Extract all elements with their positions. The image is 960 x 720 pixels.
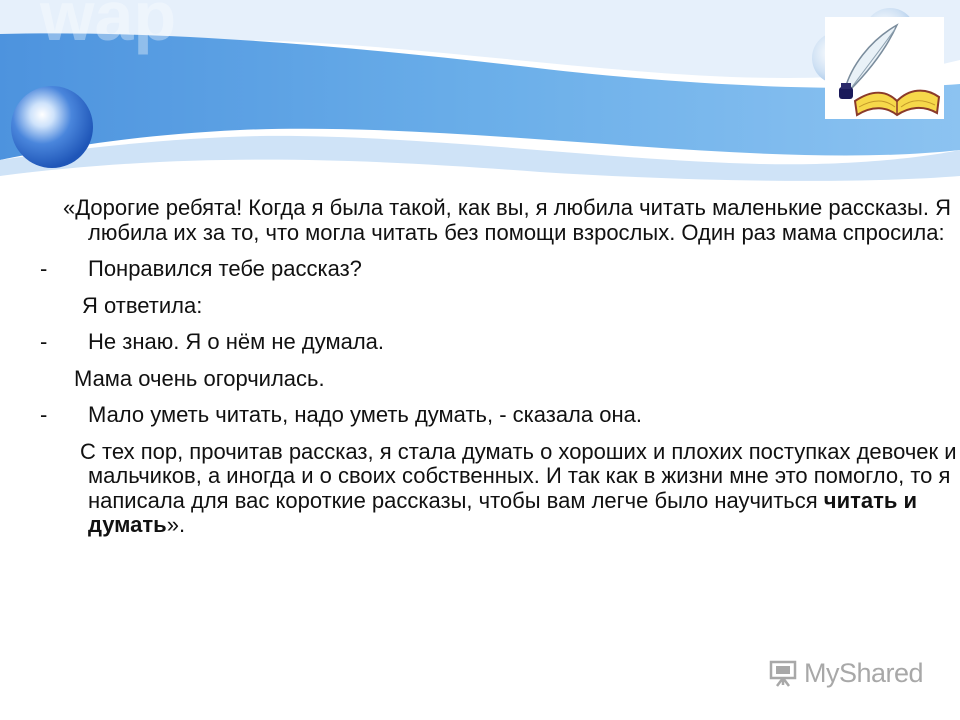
paragraph-1 [0,196,960,245]
header-waves [0,0,960,200]
paragraph-3 [0,294,960,319]
paragraph-5 [0,367,960,392]
text-segment: Понравился тебе рассказ? [88,256,362,281]
text-segment: ». [166,512,186,537]
quill-and-book-icon [825,17,944,119]
text-segment: С тех пор, прочитав рассказ, я стала думать о хороших и плохих поступках девочек и мальчиков, а иногда и о своих собственных. И так как в жизни мне это помогло, то я написала для вас короткие рассказы, чтобы вам легче было научиться [80,438,957,513]
svg-text:wap: wap [40,0,177,55]
text-segment: «Дорогие ребята! Когда я была такой, как вы, я любила читать маленькие рассказы. Я любила их за то, что могла читать без помощи взрослых. Один раз мама спросила: [63,195,951,245]
paragraph-6 [0,403,960,428]
paragraph-4 [0,330,960,355]
header-banner [0,0,960,200]
paragraph-7 [0,440,960,538]
presentation-board-icon [768,658,798,688]
text-segment: Я ответила: [82,292,203,318]
slide-text [0,196,960,538]
dialogue-dash: - [40,256,48,281]
text-segment: Мама очень огорчилась. [74,365,325,391]
dialogue-dash: - [40,402,48,427]
text-segment: Не знаю. Я о нём не думала. [88,329,385,354]
myshared-watermark [768,656,923,690]
paragraph-2 [0,257,960,282]
watermark-text: MyShared [804,657,924,688]
emphasis-text: читать и думать [88,487,918,537]
text-segment: Мало уметь читать, надо уметь думать, - сказала она. [88,402,642,427]
sphere-icon [11,86,93,168]
dialogue-dash: - [40,329,48,354]
